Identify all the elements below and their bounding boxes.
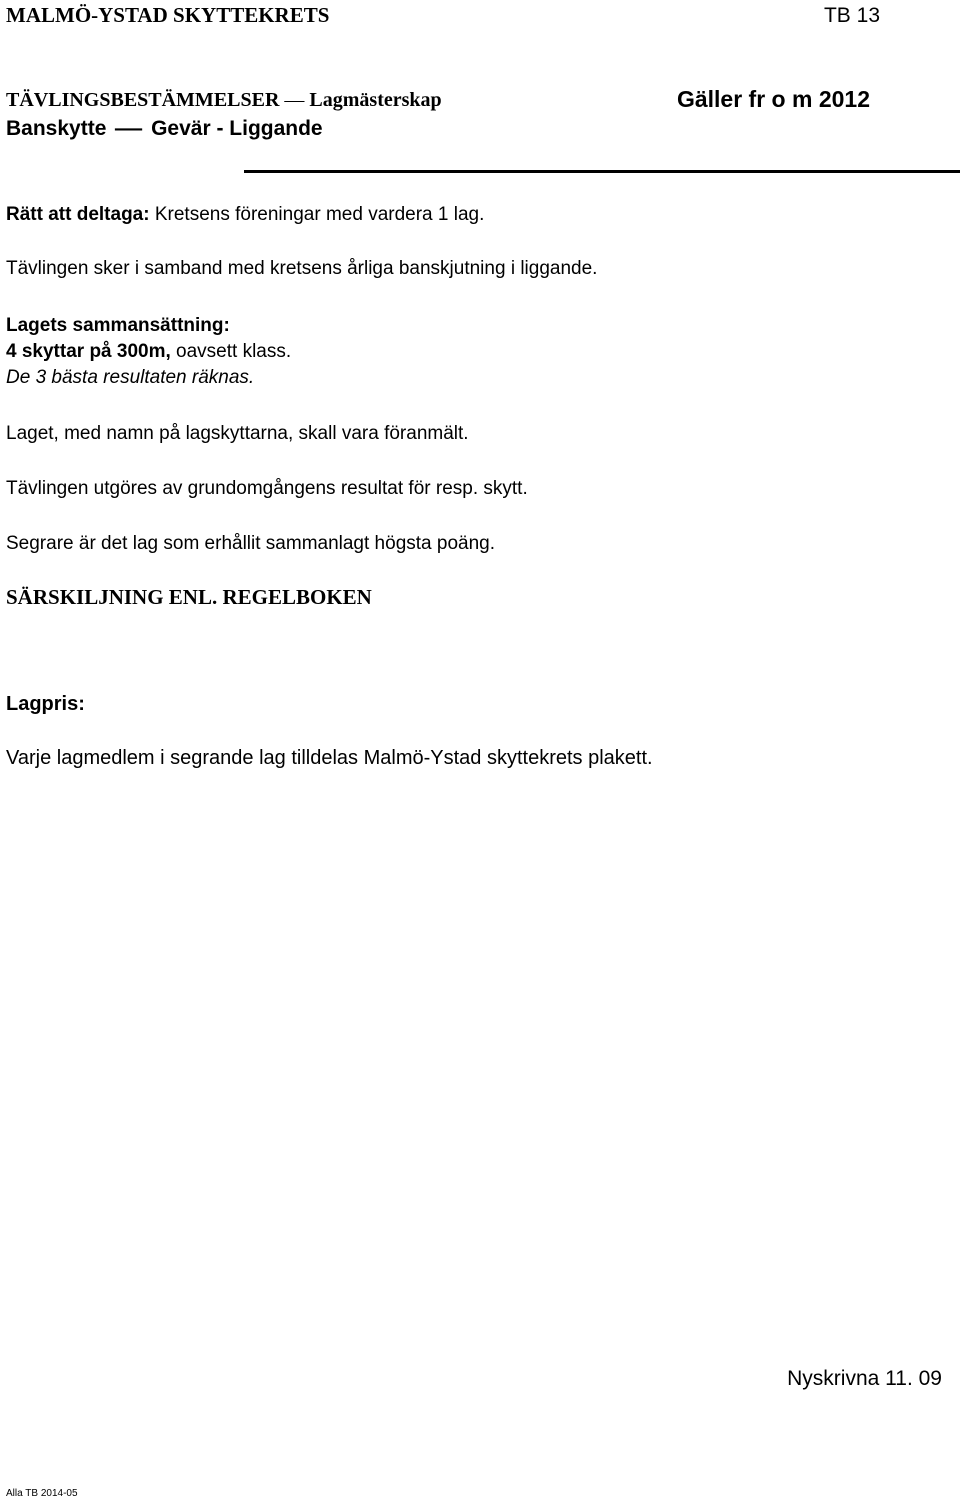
- tiebreak-heading: SÄRSKILJNING ENL. REGELBOKEN: [6, 585, 372, 609]
- discipline-line: [6, 118, 323, 139]
- composition-class: oavsett klass.: [170, 341, 292, 362]
- header-divider: [244, 170, 960, 173]
- discipline-dash: —: [115, 117, 143, 140]
- composition-best: De 3 bästa resultaten räknas.: [6, 367, 255, 388]
- rules-title-line: [6, 90, 442, 110]
- eligibility-text: Kretsens föreningar med vardera 1 lag.: [149, 204, 485, 225]
- document-number: TB 13: [823, 4, 880, 27]
- rules-type: Lagmästerskap: [309, 89, 442, 111]
- footer-code: Alla TB 2014-05: [6, 1488, 78, 1499]
- rewritten-date: Nyskrivna 11. 09: [787, 1367, 942, 1390]
- discipline: Banskytte: [6, 117, 107, 140]
- weapon-position: Gevär - Liggande: [151, 117, 323, 140]
- held-paragraph: Tävlingen sker i samband med kretsens årliga banskjutning i liggande.: [6, 258, 598, 279]
- organization-name: MALMÖ-YSTAD SKYTTEKRETS: [6, 3, 330, 27]
- rules-dash: —: [284, 89, 305, 111]
- composition-size-line: [6, 342, 291, 361]
- rules-label: TÄVLINGSBESTÄMMELSER: [6, 89, 280, 111]
- eligibility-paragraph: [6, 205, 484, 224]
- prize-paragraph: Varje lagmedlem i segrande lag tilldelas Malmö-Ystad skyttekrets plakett.: [6, 747, 653, 769]
- valid-from: Gäller fr o m 2012: [676, 86, 870, 112]
- eligibility-label: Rätt att deltaga:: [6, 204, 150, 225]
- composition-size: 4 skyttar på 300m,: [6, 341, 171, 362]
- register-paragraph: Laget, med namn på lagskyttarna, skall vara föranmält.: [6, 423, 469, 444]
- prize-label: Lagpris:: [6, 693, 85, 715]
- composition-label: Lagets sammansättning:: [6, 315, 230, 336]
- basis-paragraph: Tävlingen utgöres av grundomgångens resultat för resp. skytt.: [6, 478, 528, 499]
- winner-paragraph: Segrare är det lag som erhållit sammanlagt högsta poäng.: [6, 533, 495, 554]
